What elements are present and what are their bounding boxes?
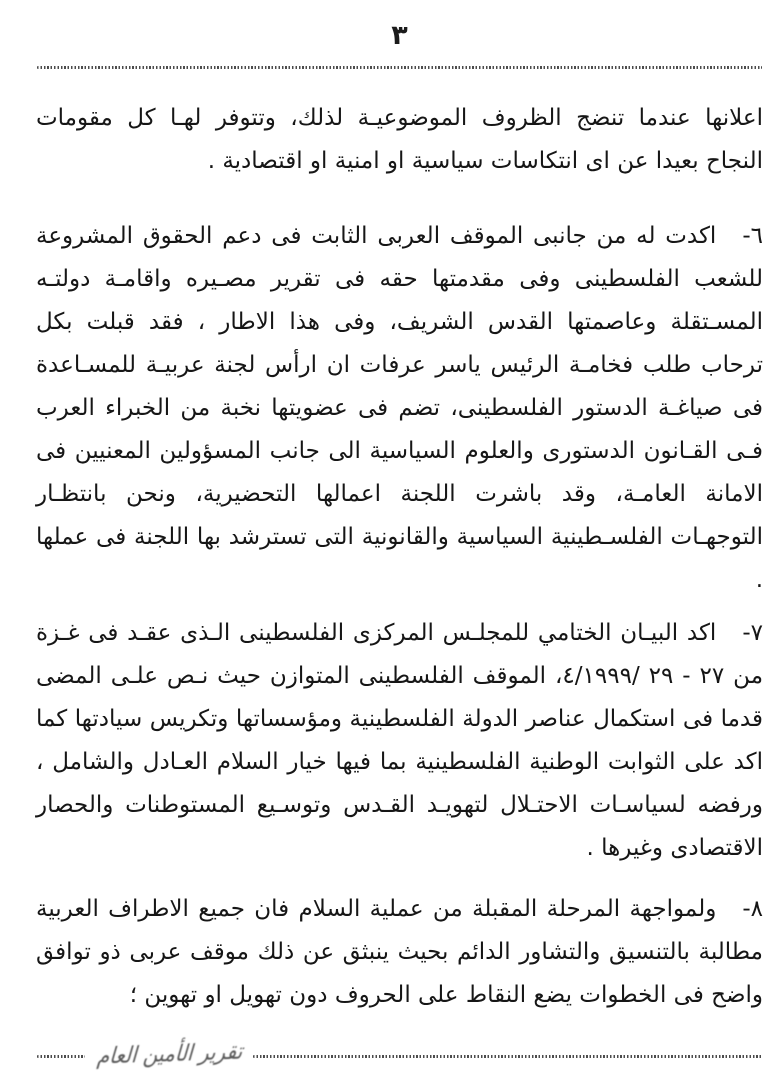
top-divider-rule (37, 66, 762, 69)
list-item (36, 888, 763, 1017)
list-item (36, 215, 763, 602)
intro-paragraph: اعلانها عندما تنضج الظروف الموضوعيـة لذلك، وتتوفر لهـا كل مقومات النجاح بعيدا عن اى انتكاسات سياسية او امنية او اقتصادية . (36, 105, 763, 174)
page-number: ٣ (391, 20, 408, 51)
list-item (36, 612, 763, 870)
item-number: ٦- (742, 223, 763, 249)
footer-rule-right (253, 1055, 762, 1058)
item-text: ولمواجهة المرحلة المقبلة من عملية السلام فان جميع الاطراف العربية مطالبة بالتنسيق والتشاور الدائم بحيث ينبثق عن ذلك موقف عربى ذو توافق واضح فى الخطوات يضع النقاط على الحروف دون تهويل او تهوين ؛ (36, 896, 763, 1008)
item-number: ٧- (742, 620, 763, 646)
footer-rule-left (37, 1055, 85, 1058)
page-footer (37, 1035, 762, 1077)
item-text: اكد البيـان الختامي للمجلـس المركزى الفلسطينى الـذى عقـد فى غـزة من ٢٧ - ٢٩ /٤/١٩٩٩، الموقف الفلسطينى المتوازن حيث نـص علـى المضى قدما فى استكمال عناصر الدولة الفلسطينية ومؤسساتها وتكريس سيادتها كما اكد على الثوابت الوطنية الفلسطينية بما فيها خيار السلام العـادل والشامل ، ورفضه لسياسـات الاحتـلال لتهويـد القـدس وتوسـيع المستوطنات والحصار الاقتصادى وغيرها . (36, 620, 764, 861)
footer-handwritten-note: تقرير الأمين العام (96, 1036, 244, 1070)
item-text: اكدت له من جانبى الموقف العربى الثابت فى دعم الحقوق المشروعة للشعب الفلسطينى وفى مقدمتها حقه فى تقرير مصـيره واقامـة دولتـه المسـتقلة وعاصمتها القدس الشريف، وفى هذا الاطار ، فقد قبلت بكل ترحاب طلب فخامـة الرئيس ياسر عرفات ان ارأس لجنة عربيـة للمسـاعدة فى صياغـة الدستور الفلسطينى، تضم فى عضويتها نخبة من الخبراء العرب فـى القـانون الدستورى والعلوم السياسية الى جانب المسؤولين المعنيين فى الامانة العامـة، وقد باشرت اللجنة اعمالها التحضيرية، ونحن بانتظـار التوجهـات الفلسـطينية السياسية والقانونية التى تسترشد بها اللجنة فى عملها . (36, 223, 763, 593)
item-number: ٨- (742, 896, 763, 922)
